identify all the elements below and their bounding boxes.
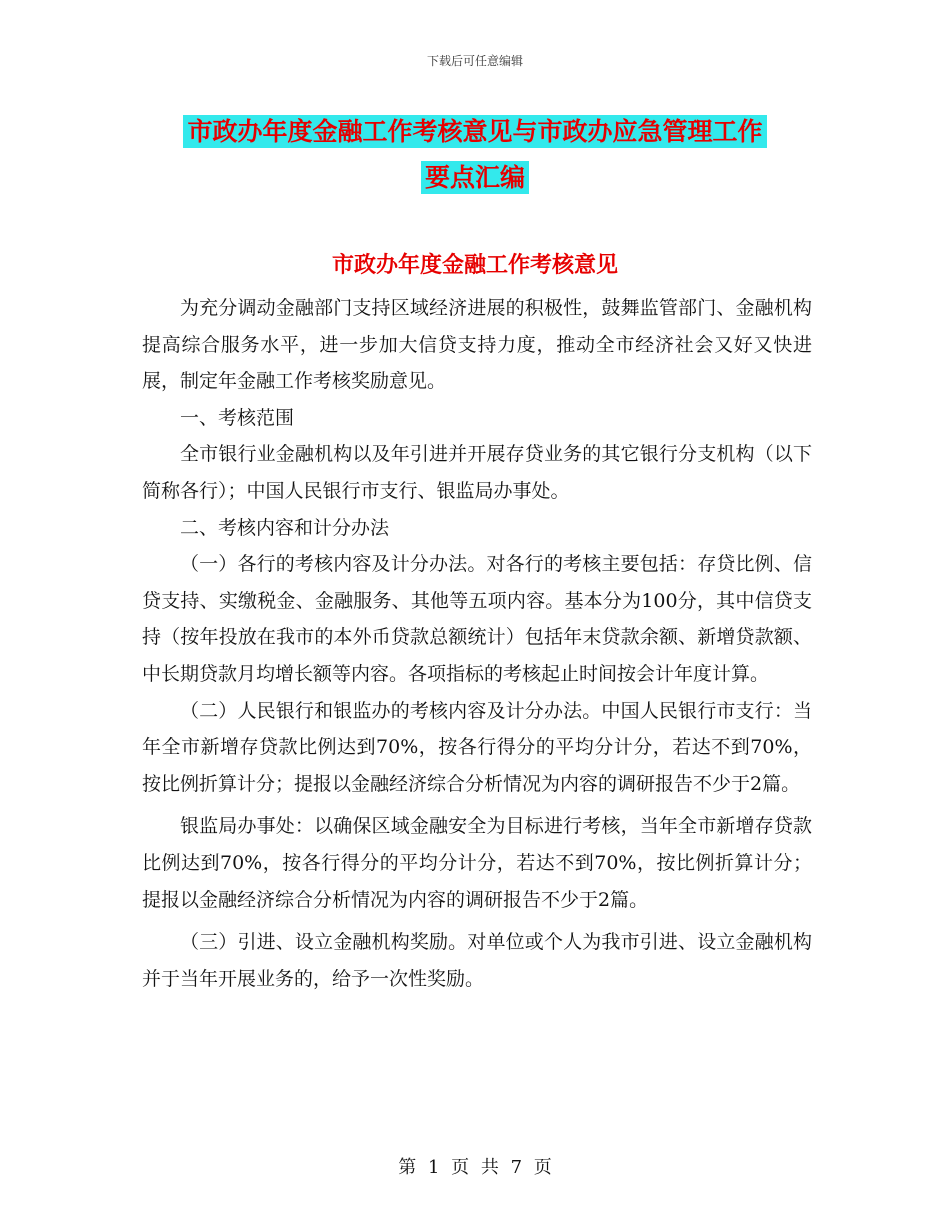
- heading-scope: 一、考核范围: [180, 406, 295, 429]
- main-title-line-1: [145, 112, 805, 148]
- paragraph-cbrc: 银监局办事处：以确保区域金融安全为目标进行考核，当年全市新增存贷款比例达到70%，按各行得分的平均分计分，若达不到70%，按比例折算计分；提报以金融经济综合分析情况为内容的调研报告不少于2篇。: [142, 815, 812, 911]
- header-note: 下载后可任意编辑: [426, 54, 523, 68]
- paragraph-reward: （三）引进、设立金融机构奖励。对单位或个人为我市引进、设立金融机构并于当年开展业务的，给予一次性奖励。: [142, 931, 812, 990]
- paragraph-intro: 为充分调动金融部门支持区域经济进展的积极性，鼓舞监管部门、金融机构提高综合服务水平，进一步加大信贷支持力度，推动全市经济社会又好又快进展，制定年金融工作考核奖励意见。: [142, 297, 812, 393]
- page-footer: 第 1 页 共 7 页: [398, 1157, 552, 1178]
- main-title-highlight-2: 要点汇编: [421, 161, 529, 194]
- paragraph-pboc: （二）人民银行和银监办的考核内容及计分办法。中国人民银行市支行：当年全市新增存贷款比例达到70%，按各行得分的平均分计分，若达不到70%，按比例折算计分；提报以金融经济综合分析情况为内容的调研报告不少于2篇。: [142, 699, 812, 795]
- document-body: [142, 290, 812, 997]
- section-title: 市政办年度金融工作考核意见: [331, 252, 618, 278]
- paragraph-scope: 全市银行业金融机构以及年引进并开展存贷业务的其它银行分支机构（以下简称各行）；中国人民银行市支行、银监局办事处。: [142, 443, 812, 502]
- paragraph-banks: （一）各行的考核内容及计分办法。对各行的考核主要包括：存贷比例、信贷支持、实缴税金、金融服务、其他等五项内容。基本分为100分，其中信贷支持（按年投放在我市的本外币贷款总额统计）包括年末贷款余额、新增贷款额、中长期贷款月均增长额等内容。各项指标的考核起止时间按会计年度计算。: [142, 553, 812, 685]
- main-title-highlight-1: 市政办年度金融工作考核意见与市政办应急管理工作: [183, 115, 766, 148]
- main-title-line-2: [145, 158, 805, 194]
- heading-content: 二、考核内容和计分办法: [180, 516, 390, 539]
